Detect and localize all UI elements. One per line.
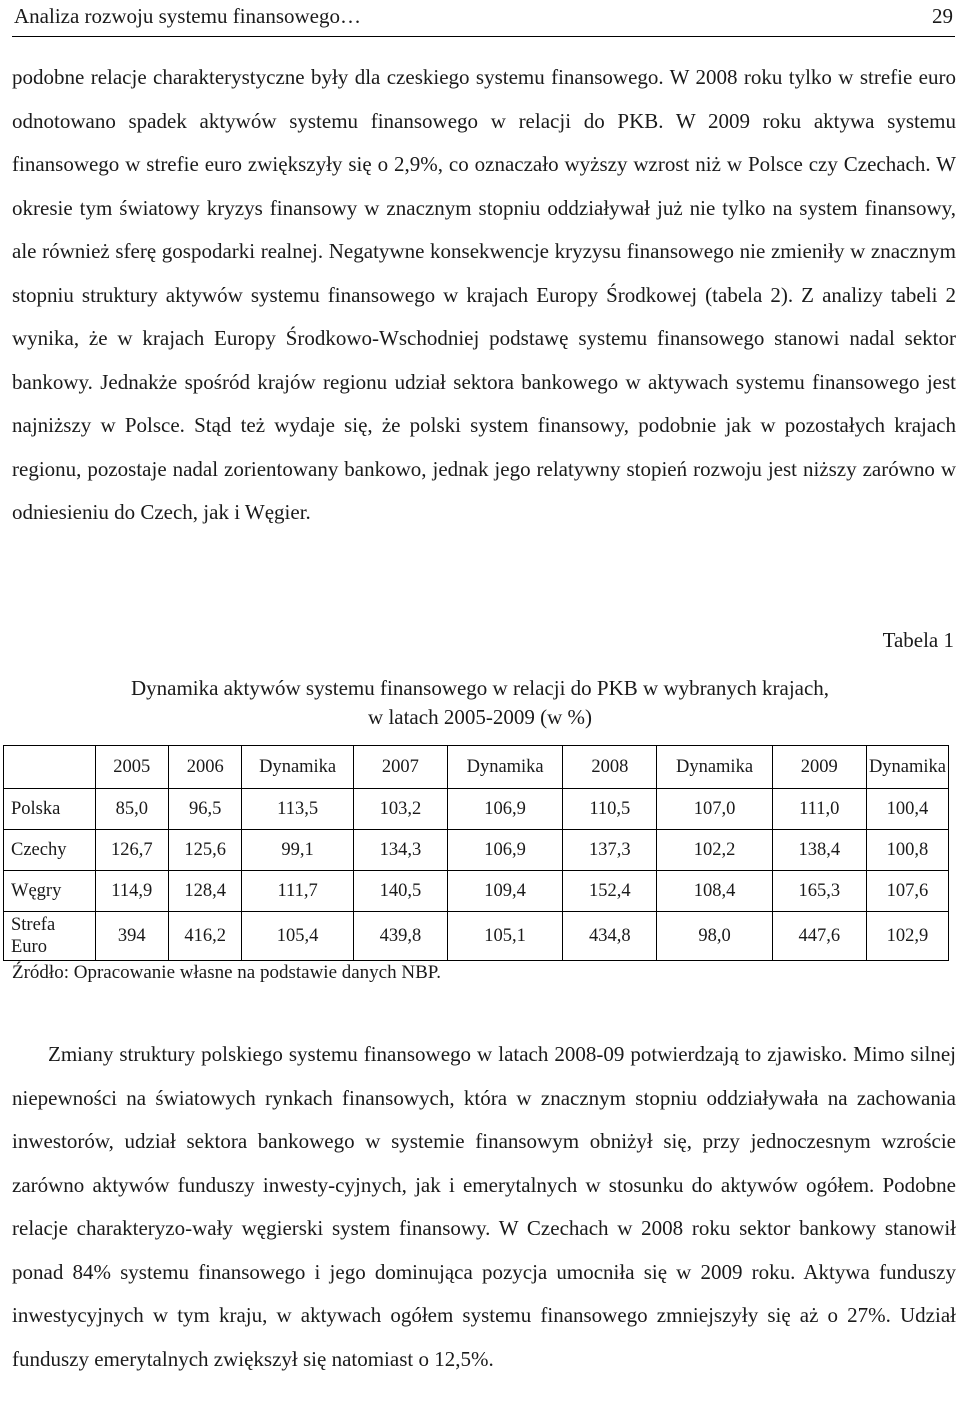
table-cell: 106,9 xyxy=(448,789,563,830)
table-cell: 416,2 xyxy=(168,912,241,961)
table-cell: 434,8 xyxy=(563,912,657,961)
data-table xyxy=(3,745,949,961)
table-caption xyxy=(0,674,960,732)
body-paragraph-1: podobne relacje charakterystyczne były dla czeskiego systemu finansowego. W 2008 roku tylko w strefie euro odnotowano spadek aktywów systemu finansowego w relacji do PKB. W 2009 roku aktywa systemu finansowego w strefie euro zwiększyły się o 2,9%, co oznaczało wyższy wzrost niż w Polsce czy Czechach. W okresie tym światowy kryzys finansowy w znacznym stopniu oddziaływał już nie tylko na system finansowy, ale również sferę gospodarki realnej. Negatywne konsekwencje kryzysu finansowego nie zmieniły w znacznym stopniu struktury aktywów systemu finansowego w krajach Europy Środkowej (tabela 2). Z analizy tabeli 2 wynika, że w krajach Europy Środkowo-Wschodniej podstawę systemu finansowego stanowi nadal sektor bankowy. Jednakże spośród krajów regionu udział sektora bankowego w aktywach systemu finansowego jest najniższy w Polsce. Stąd też wydaje się, że polski system finansowy, podobnie jak w pozostałych krajach regionu, pozostaje nadal zorientowany bankowo, jednak jego relatywny stopień rozwoju jest niższy zarówno w odniesieniu do Czech, jak i Węgier. xyxy=(12,65,956,524)
header-cell: 2008 xyxy=(563,746,657,789)
table-cell: 103,2 xyxy=(353,789,447,830)
table-cell: 85,0 xyxy=(95,789,168,830)
table-cell: 152,4 xyxy=(563,871,657,912)
table-row xyxy=(4,830,949,871)
table-cell: 99,1 xyxy=(242,830,353,871)
row-label xyxy=(4,912,96,961)
table-cell: 107,0 xyxy=(657,789,772,830)
table-header-row xyxy=(4,746,949,789)
table-cell: 125,6 xyxy=(168,830,241,871)
table-cell: 105,4 xyxy=(242,912,353,961)
table-cell: 447,6 xyxy=(772,912,866,961)
table-cell: 128,4 xyxy=(168,871,241,912)
body-paragraph-2: Zmiany struktury polskiego systemu finansowego w latach 2008-09 potwierdzają to zjawisko. Mimo silnej niepewności na światowych rynkach finansowych, która w znacznym stopniu oddziaływała na zachowania inwestorów, udział sektora bankowego w systemie finansowym obniżył się, przy jednoczesnym wzroście zarówno aktywów funduszy inwesty-cyjnych, jak i emerytalnych w stosunku do aktywów ogółem. Podobne relacje charakteryzo-wały węgierski system finansowy. W Czechach w 2008 roku sektor bankowy stanowił ponad 84% systemu finansowego i jego dominująca pozycja umocniła się w 2009 roku. Aktywa funduszy inwestycyjnych w tym kraju, w aktywach ogółem systemu finansowego zmniejszyły się aż o 27%. Udział funduszy emerytalnych zwiększył się natomiast o 12,5%. xyxy=(12,1042,956,1371)
header-cell: Dynamika xyxy=(866,746,948,789)
page-header xyxy=(12,2,955,37)
table-cell: 100,8 xyxy=(866,830,948,871)
table-cell: 107,6 xyxy=(866,871,948,912)
header-cell: Dynamika xyxy=(448,746,563,789)
table-cell: 102,2 xyxy=(657,830,772,871)
table-cell: 96,5 xyxy=(168,789,241,830)
row-label: Węgry xyxy=(4,871,96,912)
table-cell: 111,7 xyxy=(242,871,353,912)
table-cell: 102,9 xyxy=(866,912,948,961)
table-cell: 114,9 xyxy=(95,871,168,912)
table-cell: 98,0 xyxy=(657,912,772,961)
table-row xyxy=(4,912,949,961)
table-cell: 110,5 xyxy=(563,789,657,830)
header-cell: 2009 xyxy=(772,746,866,789)
table-cell: 138,4 xyxy=(772,830,866,871)
table-cell: 100,4 xyxy=(866,789,948,830)
header-cell: 2006 xyxy=(168,746,241,789)
table-cell: 105,1 xyxy=(448,912,563,961)
header-cell-empty xyxy=(4,746,96,789)
table-caption-line-1: Dynamika aktywów systemu finansowego w relacji do PKB w wybranych krajach, xyxy=(130,676,830,700)
table-cell: 439,8 xyxy=(353,912,447,961)
table-cell: 108,4 xyxy=(657,871,772,912)
table-cell: 106,9 xyxy=(448,830,563,871)
header-cell: 2007 xyxy=(353,746,447,789)
table-cell: 126,7 xyxy=(95,830,168,871)
row-label: Polska xyxy=(4,789,96,830)
header-cell: Dynamika xyxy=(657,746,772,789)
table-row xyxy=(4,789,949,830)
row-label-line-2: Euro xyxy=(11,937,47,957)
table-source: Źródło: Opracowanie własne na podstawie danych NBP. xyxy=(12,962,441,983)
table-cell: 111,0 xyxy=(772,789,866,830)
table-cell: 140,5 xyxy=(353,871,447,912)
table-cell: 165,3 xyxy=(772,871,866,912)
table-cell: 137,3 xyxy=(563,830,657,871)
page-number: 29 xyxy=(932,4,953,28)
row-label-line-1: Strefa xyxy=(11,915,56,935)
table-cell: 109,4 xyxy=(448,871,563,912)
running-title: Analiza rozwoju systemu finansowego… xyxy=(14,4,362,28)
table-cell: 394 xyxy=(95,912,168,961)
table-label: Tabela 1 xyxy=(882,628,954,652)
table-cell: 113,5 xyxy=(242,789,353,830)
row-label: Czechy xyxy=(4,830,96,871)
table-cell: 134,3 xyxy=(353,830,447,871)
table-row xyxy=(4,871,949,912)
header-cell: Dynamika xyxy=(242,746,353,789)
table-caption-line-2: w latach 2005-2009 (w %) xyxy=(368,705,592,729)
header-cell: 2005 xyxy=(95,746,168,789)
